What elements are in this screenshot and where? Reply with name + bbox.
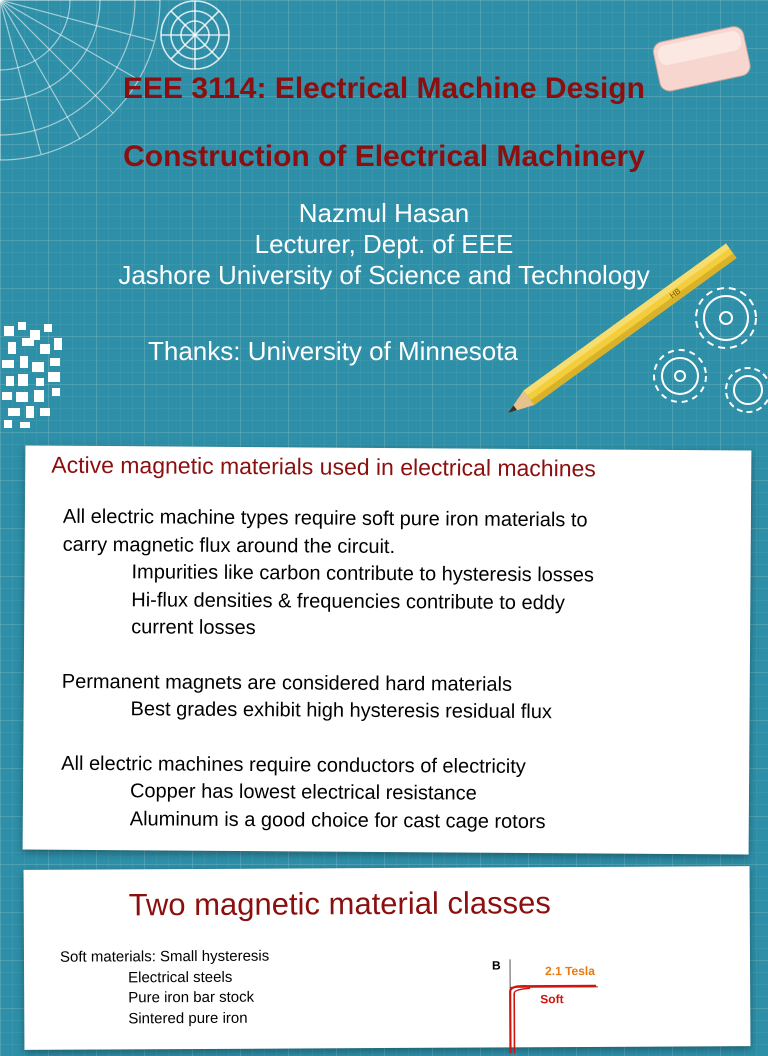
author-institution: Jashore University of Science and Technology xyxy=(0,260,768,291)
b-axis-label: B xyxy=(492,958,501,972)
acknowledgement: Thanks: University of Minnesota xyxy=(148,336,518,367)
author-position: Lecturer, Dept. of EEE xyxy=(0,229,768,260)
author-block xyxy=(0,198,768,291)
body-line: Soft materials: Small hysteresis xyxy=(60,947,269,969)
body-line: Aluminum is a good choice for cast cage rotors xyxy=(61,805,721,837)
body-line: Impurities like carbon contribute to hysteresis losses xyxy=(62,559,722,591)
slide-body xyxy=(61,504,723,838)
lecture-subtitle: Construction of Electrical Machinery xyxy=(0,140,768,174)
body-line: current losses xyxy=(62,614,722,646)
soft-curve-label: Soft xyxy=(540,992,563,1006)
body-line: Hi-flux densities & frequencies contribute to eddy xyxy=(62,586,722,618)
slide-material-classes xyxy=(24,866,751,1050)
body-line: Best grades exhibit high hysteresis residual flux xyxy=(61,696,721,728)
body-line: Pure iron bar stock xyxy=(60,988,269,1010)
slide-magnetic-materials xyxy=(23,445,752,854)
slide-body xyxy=(60,947,270,1030)
body-line: Copper has lowest electrical resistance xyxy=(61,778,721,810)
course-title: EEE 3114: Electrical Machine Design xyxy=(0,72,768,106)
body-line: All electric machines require conductors of electricity xyxy=(61,750,721,782)
pencil-label: HB xyxy=(668,286,682,300)
slide-heading: Active magnetic materials used in electrical machines xyxy=(51,452,596,483)
bh-curve-diagram xyxy=(488,953,599,1054)
body-line: All electric machine types require soft pure iron materials to xyxy=(63,504,723,536)
title-slide xyxy=(0,0,768,440)
body-line: carry magnetic flux around the circuit. xyxy=(63,531,723,563)
soft-curve-return xyxy=(514,988,530,1053)
author-name: Nazmul Hasan xyxy=(0,198,768,229)
body-line: Sintered pure iron xyxy=(60,1008,269,1030)
body-line: Electrical steels xyxy=(60,967,269,989)
saturation-label: 2.1 Tesla xyxy=(545,964,595,978)
body-line: Permanent magnets are considered hard materials xyxy=(62,668,722,700)
pixel-pattern-decoration xyxy=(0,320,72,430)
slide-heading: Two magnetic material classes xyxy=(129,885,551,923)
